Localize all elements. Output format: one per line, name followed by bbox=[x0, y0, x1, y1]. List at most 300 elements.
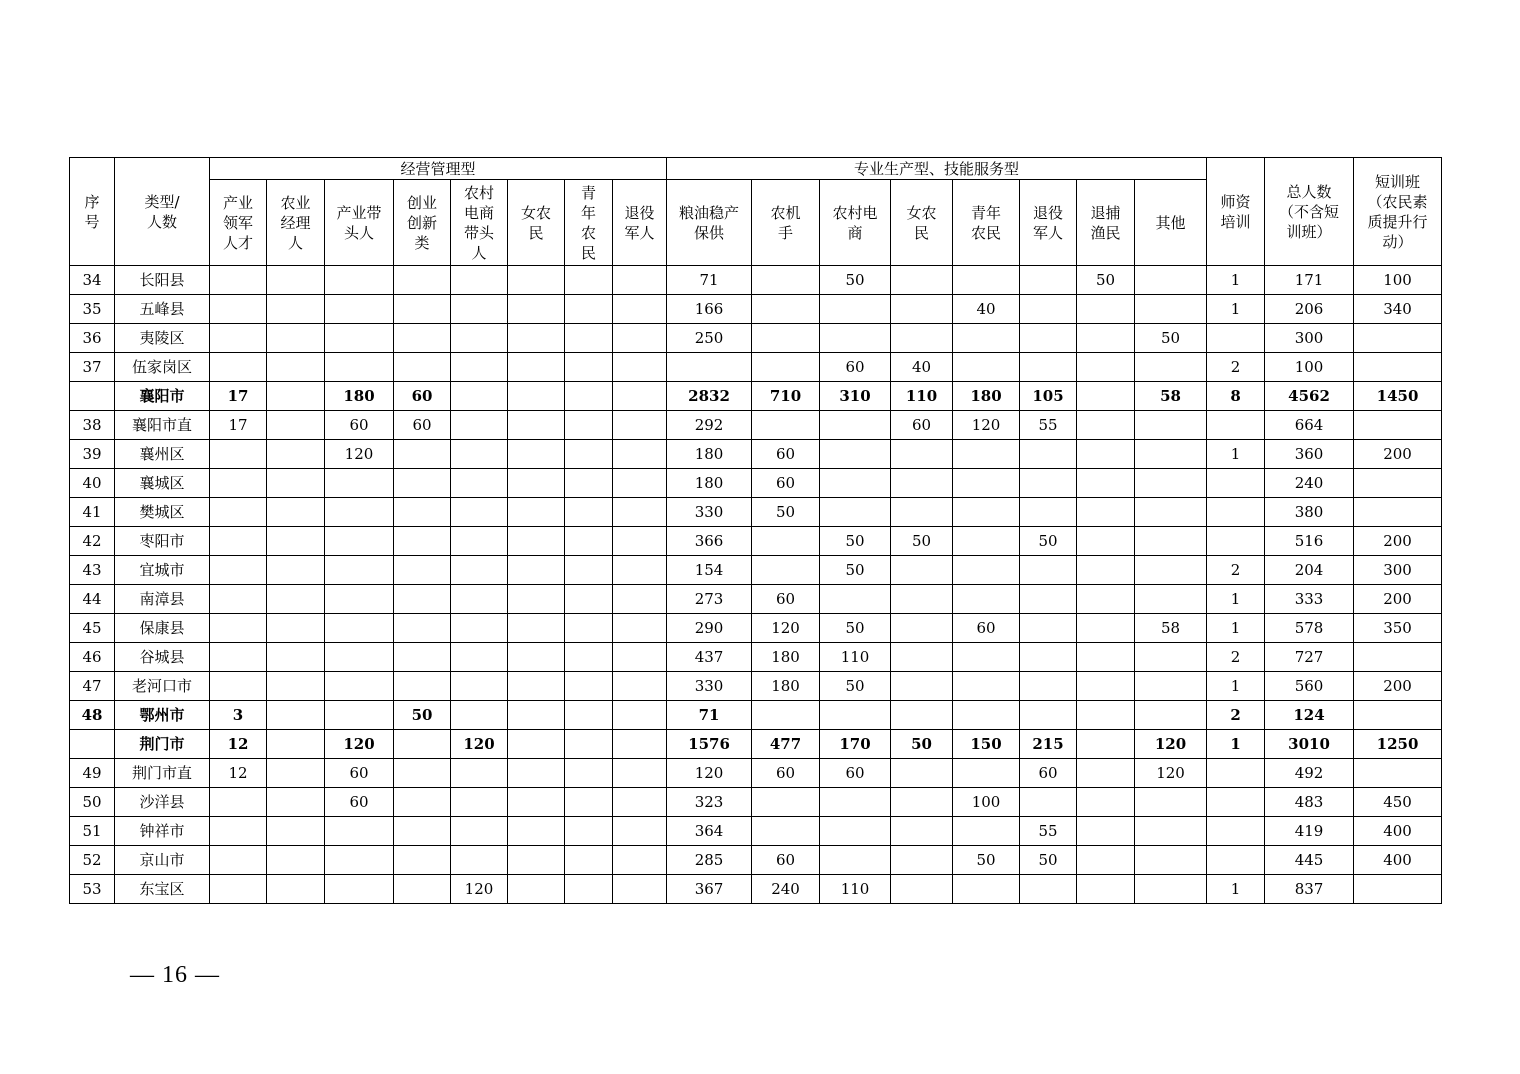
table-cell bbox=[1135, 875, 1207, 904]
table-cell: 333 bbox=[1265, 585, 1354, 614]
header-teacher-training: 师资 培训 bbox=[1207, 158, 1265, 266]
table-cell: 450 bbox=[1354, 788, 1442, 817]
table-cell bbox=[565, 411, 613, 440]
header-prod-col: 其他 bbox=[1135, 180, 1207, 266]
header-mgmt-col: 创业 创新 类 bbox=[394, 180, 451, 266]
table-cell: 150 bbox=[953, 730, 1020, 759]
cell-seq: 35 bbox=[70, 295, 115, 324]
table-cell bbox=[210, 846, 267, 875]
table-cell: 2 bbox=[1207, 353, 1265, 382]
table-cell bbox=[613, 846, 667, 875]
table-cell bbox=[953, 527, 1020, 556]
table-cell: 367 bbox=[667, 875, 752, 904]
table-cell bbox=[1354, 353, 1442, 382]
table-cell bbox=[891, 440, 953, 469]
table-cell: 578 bbox=[1265, 614, 1354, 643]
table-cell bbox=[210, 469, 267, 498]
table-cell: 17 bbox=[210, 411, 267, 440]
table-cell bbox=[394, 324, 451, 353]
cell-region: 鄂州市 bbox=[115, 701, 210, 730]
table-cell: 1576 bbox=[667, 730, 752, 759]
table-cell bbox=[1077, 440, 1135, 469]
table-cell bbox=[394, 788, 451, 817]
table-cell: 120 bbox=[325, 730, 394, 759]
table-cell bbox=[325, 672, 394, 701]
table-cell bbox=[1077, 730, 1135, 759]
table-cell: 60 bbox=[820, 759, 891, 788]
table-cell bbox=[565, 353, 613, 382]
table-cell bbox=[1020, 614, 1077, 643]
table-cell bbox=[508, 643, 565, 672]
table-cell: 60 bbox=[394, 382, 451, 411]
table-cell: 12 bbox=[210, 759, 267, 788]
table-row bbox=[70, 556, 1442, 585]
table-cell: 3 bbox=[210, 701, 267, 730]
table-cell: 105 bbox=[1020, 382, 1077, 411]
table-cell bbox=[891, 614, 953, 643]
table-cell bbox=[325, 353, 394, 382]
table-cell: 2832 bbox=[667, 382, 752, 411]
table-cell bbox=[752, 817, 820, 846]
table-cell: 110 bbox=[891, 382, 953, 411]
cell-region: 老河口市 bbox=[115, 672, 210, 701]
table-cell: 300 bbox=[1265, 324, 1354, 353]
table-cell: 50 bbox=[820, 672, 891, 701]
table-cell bbox=[394, 295, 451, 324]
table-cell: 240 bbox=[1265, 469, 1354, 498]
table-cell: 200 bbox=[1354, 585, 1442, 614]
table-cell bbox=[325, 817, 394, 846]
table-cell bbox=[508, 788, 565, 817]
header-mgmt-col: 青 年 农 民 bbox=[565, 180, 613, 266]
table-cell bbox=[1207, 527, 1265, 556]
table-cell: 60 bbox=[325, 411, 394, 440]
table-cell: 40 bbox=[953, 295, 1020, 324]
table-cell bbox=[953, 440, 1020, 469]
table-cell bbox=[1020, 498, 1077, 527]
cell-seq: 42 bbox=[70, 527, 115, 556]
table-cell bbox=[565, 701, 613, 730]
table-cell bbox=[325, 875, 394, 904]
table-cell bbox=[820, 498, 891, 527]
table-cell bbox=[1020, 324, 1077, 353]
table-cell bbox=[451, 411, 508, 440]
cell-seq bbox=[70, 382, 115, 411]
table-cell bbox=[565, 556, 613, 585]
table-cell bbox=[613, 585, 667, 614]
table-cell bbox=[613, 730, 667, 759]
table-cell: 60 bbox=[820, 353, 891, 382]
table-cell bbox=[565, 614, 613, 643]
table-cell bbox=[1077, 411, 1135, 440]
table-cell bbox=[394, 353, 451, 382]
table-cell bbox=[891, 817, 953, 846]
table-cell: 380 bbox=[1265, 498, 1354, 527]
table-cell bbox=[394, 266, 451, 295]
cell-region: 宜城市 bbox=[115, 556, 210, 585]
table-cell: 419 bbox=[1265, 817, 1354, 846]
table-cell bbox=[1077, 817, 1135, 846]
cell-region: 谷城县 bbox=[115, 643, 210, 672]
table-cell bbox=[267, 759, 325, 788]
cell-seq: 40 bbox=[70, 469, 115, 498]
cell-region: 东宝区 bbox=[115, 875, 210, 904]
table-cell: 12 bbox=[210, 730, 267, 759]
table-cell bbox=[752, 788, 820, 817]
table-cell: 1 bbox=[1207, 614, 1265, 643]
table-cell bbox=[210, 440, 267, 469]
table-cell bbox=[451, 556, 508, 585]
table-cell: 50 bbox=[820, 527, 891, 556]
cell-region: 襄城区 bbox=[115, 469, 210, 498]
cell-region: 伍家岗区 bbox=[115, 353, 210, 382]
table-cell bbox=[451, 817, 508, 846]
table-cell: 60 bbox=[752, 585, 820, 614]
header-prod-col: 农村电 商 bbox=[820, 180, 891, 266]
header-prod-col: 女农 民 bbox=[891, 180, 953, 266]
cell-seq: 46 bbox=[70, 643, 115, 672]
table-cell bbox=[394, 759, 451, 788]
cell-region: 枣阳市 bbox=[115, 527, 210, 556]
table-cell bbox=[210, 353, 267, 382]
table-cell: 285 bbox=[667, 846, 752, 875]
table-row-subtotal bbox=[70, 730, 1442, 759]
table-cell bbox=[1077, 788, 1135, 817]
table-cell bbox=[1020, 643, 1077, 672]
table-cell bbox=[508, 440, 565, 469]
table-cell bbox=[1135, 469, 1207, 498]
table-cell: 60 bbox=[325, 788, 394, 817]
table-cell bbox=[1020, 556, 1077, 585]
table-cell bbox=[1135, 846, 1207, 875]
cell-seq: 48 bbox=[70, 701, 115, 730]
table-cell bbox=[1135, 817, 1207, 846]
table-cell bbox=[451, 266, 508, 295]
table-cell: 50 bbox=[820, 614, 891, 643]
table-cell bbox=[508, 875, 565, 904]
table-cell bbox=[394, 440, 451, 469]
table-cell bbox=[752, 411, 820, 440]
cell-region: 荆门市 bbox=[115, 730, 210, 759]
table-cell bbox=[508, 585, 565, 614]
table-cell bbox=[613, 295, 667, 324]
table-cell: 2 bbox=[1207, 643, 1265, 672]
table-cell bbox=[565, 498, 613, 527]
table-cell bbox=[565, 324, 613, 353]
table-cell: 50 bbox=[820, 556, 891, 585]
header-group-management: 经营管理型 bbox=[210, 158, 667, 180]
table-cell bbox=[1077, 527, 1135, 556]
table-cell bbox=[394, 730, 451, 759]
header-short-training: 短训班 （农民素 质提升行 动） bbox=[1354, 158, 1442, 266]
table-cell: 120 bbox=[451, 875, 508, 904]
table-cell bbox=[752, 353, 820, 382]
table-cell bbox=[1207, 759, 1265, 788]
table-row bbox=[70, 324, 1442, 353]
table-cell: 120 bbox=[325, 440, 394, 469]
table-cell: 837 bbox=[1265, 875, 1354, 904]
table-cell: 17 bbox=[210, 382, 267, 411]
table-cell bbox=[891, 875, 953, 904]
table-cell bbox=[613, 469, 667, 498]
table-cell: 120 bbox=[1135, 759, 1207, 788]
cell-region: 京山市 bbox=[115, 846, 210, 875]
table-cell bbox=[752, 556, 820, 585]
table-cell bbox=[565, 875, 613, 904]
table-cell bbox=[565, 440, 613, 469]
table-cell bbox=[325, 266, 394, 295]
table-cell: 290 bbox=[667, 614, 752, 643]
table-cell bbox=[613, 817, 667, 846]
cell-region: 夷陵区 bbox=[115, 324, 210, 353]
cell-seq: 50 bbox=[70, 788, 115, 817]
table-cell bbox=[1354, 469, 1442, 498]
table-row-subtotal bbox=[70, 382, 1442, 411]
table-cell bbox=[613, 382, 667, 411]
table-cell: 60 bbox=[953, 614, 1020, 643]
table-cell: 330 bbox=[667, 672, 752, 701]
table-cell bbox=[752, 324, 820, 353]
table-cell bbox=[820, 817, 891, 846]
table-cell bbox=[267, 817, 325, 846]
table-cell: 204 bbox=[1265, 556, 1354, 585]
table-cell bbox=[1020, 875, 1077, 904]
table-cell: 166 bbox=[667, 295, 752, 324]
table-cell bbox=[667, 353, 752, 382]
table-cell bbox=[891, 266, 953, 295]
table-cell: 71 bbox=[667, 266, 752, 295]
table-cell: 60 bbox=[891, 411, 953, 440]
table-cell bbox=[210, 527, 267, 556]
table-cell bbox=[891, 701, 953, 730]
table-cell bbox=[451, 382, 508, 411]
table-cell bbox=[451, 498, 508, 527]
table-cell bbox=[613, 527, 667, 556]
table-cell bbox=[451, 324, 508, 353]
table-row bbox=[70, 498, 1442, 527]
table-row bbox=[70, 585, 1442, 614]
table-cell bbox=[953, 266, 1020, 295]
table-cell bbox=[565, 585, 613, 614]
table-cell: 1 bbox=[1207, 672, 1265, 701]
table-cell bbox=[508, 846, 565, 875]
table-cell bbox=[953, 672, 1020, 701]
table-cell: 727 bbox=[1265, 643, 1354, 672]
table-cell: 40 bbox=[891, 353, 953, 382]
table-cell bbox=[325, 498, 394, 527]
table-cell bbox=[508, 353, 565, 382]
table-cell bbox=[1077, 672, 1135, 701]
table-cell bbox=[1207, 846, 1265, 875]
table-cell bbox=[565, 266, 613, 295]
table-cell bbox=[891, 759, 953, 788]
table-cell bbox=[565, 730, 613, 759]
table-row bbox=[70, 469, 1442, 498]
cell-region: 沙洋县 bbox=[115, 788, 210, 817]
table-cell: 560 bbox=[1265, 672, 1354, 701]
table-cell: 180 bbox=[752, 643, 820, 672]
table-cell: 350 bbox=[1354, 614, 1442, 643]
table-cell bbox=[891, 846, 953, 875]
table-cell bbox=[565, 846, 613, 875]
table-cell: 55 bbox=[1020, 817, 1077, 846]
table-cell: 360 bbox=[1265, 440, 1354, 469]
table-cell bbox=[210, 295, 267, 324]
table-cell: 364 bbox=[667, 817, 752, 846]
page-number: — 16 — bbox=[130, 962, 220, 988]
table-cell bbox=[325, 556, 394, 585]
table-cell bbox=[451, 295, 508, 324]
table-cell bbox=[325, 701, 394, 730]
table-cell: 100 bbox=[953, 788, 1020, 817]
table-cell bbox=[1207, 498, 1265, 527]
header-seq: 序 号 bbox=[70, 158, 115, 266]
table-cell: 60 bbox=[752, 846, 820, 875]
header-prod-col: 青年 农民 bbox=[953, 180, 1020, 266]
table-cell bbox=[1135, 527, 1207, 556]
table-cell bbox=[891, 469, 953, 498]
table-cell bbox=[613, 266, 667, 295]
table-cell bbox=[451, 788, 508, 817]
table-cell bbox=[953, 469, 1020, 498]
table-cell: 60 bbox=[1020, 759, 1077, 788]
table-cell bbox=[394, 643, 451, 672]
table-cell bbox=[752, 266, 820, 295]
table-cell bbox=[267, 585, 325, 614]
table-cell: 1 bbox=[1207, 266, 1265, 295]
table-cell bbox=[613, 875, 667, 904]
table-cell bbox=[613, 672, 667, 701]
table-cell bbox=[565, 469, 613, 498]
table-cell bbox=[891, 643, 953, 672]
table-cell: 1 bbox=[1207, 875, 1265, 904]
table-cell: 2 bbox=[1207, 701, 1265, 730]
table-cell bbox=[210, 875, 267, 904]
table-cell bbox=[267, 295, 325, 324]
cell-seq: 38 bbox=[70, 411, 115, 440]
table-cell bbox=[891, 295, 953, 324]
table-cell bbox=[565, 643, 613, 672]
table-cell: 120 bbox=[752, 614, 820, 643]
table-row bbox=[70, 817, 1442, 846]
table-cell bbox=[325, 295, 394, 324]
table-cell: 477 bbox=[752, 730, 820, 759]
table-cell bbox=[508, 701, 565, 730]
table-cell bbox=[394, 614, 451, 643]
table-cell bbox=[508, 556, 565, 585]
table-cell bbox=[820, 440, 891, 469]
table-cell: 154 bbox=[667, 556, 752, 585]
table-cell: 120 bbox=[667, 759, 752, 788]
table-cell bbox=[394, 556, 451, 585]
table-cell bbox=[210, 266, 267, 295]
table-cell: 2 bbox=[1207, 556, 1265, 585]
table-cell bbox=[613, 643, 667, 672]
table-cell bbox=[1135, 556, 1207, 585]
table-cell bbox=[508, 527, 565, 556]
table-cell bbox=[267, 382, 325, 411]
table-cell bbox=[210, 643, 267, 672]
table-cell bbox=[394, 846, 451, 875]
table-cell bbox=[1020, 701, 1077, 730]
table-cell bbox=[1077, 643, 1135, 672]
table-row bbox=[70, 353, 1442, 382]
table-cell: 292 bbox=[667, 411, 752, 440]
table-cell bbox=[953, 643, 1020, 672]
table-cell bbox=[451, 614, 508, 643]
table-cell bbox=[820, 324, 891, 353]
table-cell bbox=[451, 527, 508, 556]
table-cell bbox=[394, 672, 451, 701]
table-cell bbox=[953, 556, 1020, 585]
table-cell bbox=[1077, 353, 1135, 382]
table-cell: 1 bbox=[1207, 295, 1265, 324]
header-mgmt-col: 农业 经理 人 bbox=[267, 180, 325, 266]
cell-seq: 53 bbox=[70, 875, 115, 904]
table-cell: 250 bbox=[667, 324, 752, 353]
table-cell bbox=[565, 788, 613, 817]
table-cell bbox=[1135, 411, 1207, 440]
table-cell bbox=[613, 701, 667, 730]
table-cell bbox=[508, 382, 565, 411]
table-cell: 100 bbox=[1265, 353, 1354, 382]
table-cell: 50 bbox=[1020, 846, 1077, 875]
table-cell: 60 bbox=[752, 440, 820, 469]
table-row bbox=[70, 295, 1442, 324]
table-cell bbox=[953, 875, 1020, 904]
table-cell: 664 bbox=[1265, 411, 1354, 440]
table-cell bbox=[210, 614, 267, 643]
table-cell bbox=[394, 469, 451, 498]
table-cell bbox=[210, 672, 267, 701]
table-cell bbox=[1077, 701, 1135, 730]
table-cell: 323 bbox=[667, 788, 752, 817]
table-cell: 180 bbox=[325, 382, 394, 411]
table-cell bbox=[953, 498, 1020, 527]
table-cell bbox=[267, 614, 325, 643]
table-cell bbox=[451, 469, 508, 498]
table-cell bbox=[1020, 266, 1077, 295]
table-cell bbox=[1077, 469, 1135, 498]
table-row bbox=[70, 440, 1442, 469]
table-cell bbox=[210, 585, 267, 614]
table-cell bbox=[820, 846, 891, 875]
table-cell bbox=[267, 469, 325, 498]
cell-seq: 36 bbox=[70, 324, 115, 353]
table-cell: 1 bbox=[1207, 440, 1265, 469]
table-cell bbox=[1135, 788, 1207, 817]
table-cell: 100 bbox=[1354, 266, 1442, 295]
table-cell: 1250 bbox=[1354, 730, 1442, 759]
table-cell: 50 bbox=[752, 498, 820, 527]
table-cell bbox=[508, 672, 565, 701]
table-cell bbox=[891, 585, 953, 614]
table-cell bbox=[1207, 469, 1265, 498]
table-cell bbox=[565, 527, 613, 556]
table-cell bbox=[1354, 701, 1442, 730]
table-cell: 180 bbox=[667, 440, 752, 469]
table-cell bbox=[953, 701, 1020, 730]
table-cell bbox=[1354, 498, 1442, 527]
table-cell bbox=[394, 498, 451, 527]
table-cell bbox=[565, 382, 613, 411]
table-cell: 170 bbox=[820, 730, 891, 759]
table-cell bbox=[508, 469, 565, 498]
table-cell bbox=[267, 788, 325, 817]
table-cell bbox=[1077, 875, 1135, 904]
cell-region: 荆门市直 bbox=[115, 759, 210, 788]
table-cell bbox=[267, 527, 325, 556]
